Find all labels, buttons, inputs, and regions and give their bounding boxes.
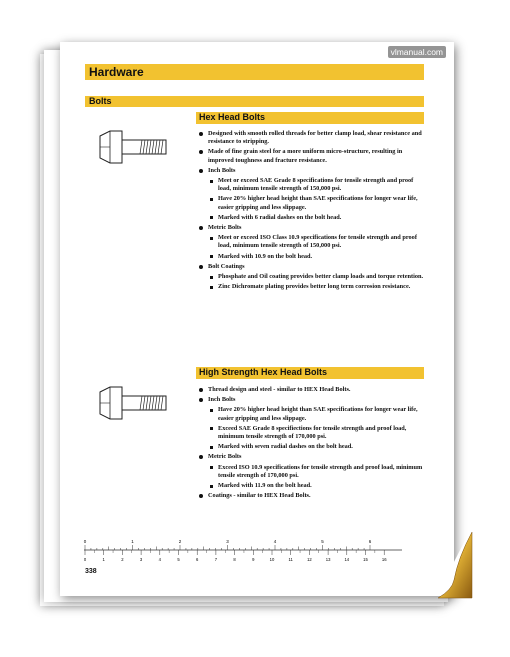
subsection-bar [85,96,424,107]
ruler-cm-label: 16 [381,557,387,562]
sub-list-item: Meet or exceed SAE Grade 8 specifications for tensile strength and proof load, minimum tensile strength of 150,000 psi. [198,177,426,193]
ruler-cm-label: 1 [102,557,105,562]
section-heading: Hex Head Bolts [199,112,266,122]
ruler-cm-label: 2 [121,557,124,562]
measurement-ruler [84,538,402,564]
section-heading: High Strength Hex Head Bolts [199,367,328,377]
sub-list-item: Have 20% higher head height than SAE specifications for longer wear life, easier gripping and less slippage. [198,195,426,211]
sub-list-item: Phosphate and Oil coating provides better clamp loads and torque retention. [198,273,426,281]
sub-list-item: Exceed ISO 10.9 specifications for tensile strength and proof load, minimum tensile strength of 170,000 psi. [198,464,426,480]
ruler-cm-label: 15 [363,557,368,562]
ruler-cm-label: 0 [83,557,87,562]
ruler-cm-label: 12 [307,557,312,562]
manual-page [60,42,454,596]
ruler-cm-label: 5 [177,557,180,562]
feature-list [198,130,426,293]
sub-list-item: Marked with 10.9 on the bolt head. [198,253,426,261]
section-heading-bar [196,112,424,124]
ruler-cm-label: 8 [233,557,236,562]
ruler-inch-label: 6 [368,539,372,544]
ruler-cm-label: 14 [344,557,350,562]
ruler-inch-label: 2 [178,539,182,544]
ruler-cm-label: 10 [269,557,275,562]
feature-list [198,386,426,502]
page-title-bar [85,64,424,80]
list-item: Made of fine grain steel for a more uniform micro-structure, resulting in improved toughness and fracture resistance. [198,148,426,164]
sub-list-item: Zinc Dichromate plating provides better long term corrosion resistance. [198,283,426,291]
ruler-cm-label: 4 [158,557,161,562]
page-title: Hardware [89,65,144,79]
list-item: Metric Bolts [198,224,426,232]
sub-list-item: Marked with seven radial dashes on the bolt head. [198,443,426,451]
sub-list-item: Marked with 6 radial dashes on the bolt head. [198,214,426,222]
ruler-cm-label: 6 [196,557,199,562]
list-item: Coatings - similar to HEX Head Bolts. [198,492,426,500]
subsection-title: Bolts [89,96,112,106]
watermark: vlmanual.com [388,46,446,58]
list-item: Inch Bolts [198,396,426,404]
high-strength-bolt-icon [98,386,168,420]
sub-list-item: Exceed SAE Grade 8 specifiections for tensile strength and proof load, minimum tensile strength of 170,000 psi. [198,425,426,441]
list-item: Designed with smooth rolled threads for better clamp load, shear resistance and resistance to stripping. [198,130,426,146]
ruler-cm-label: 13 [325,557,331,562]
ruler-inch-label: 1 [131,539,134,544]
section-heading-bar [196,367,424,379]
sub-list-item: Have 20% higher head height than SAE specifications for longer wear life, easier gripping and less slippage. [198,406,426,422]
sub-list-item: Marked with 11.9 on the bolt head. [198,482,426,490]
ruler-cm-label: 3 [139,557,143,562]
list-item: Inch Bolts [198,167,426,175]
page-curl-icon [432,528,472,598]
ruler-inch-label: 3 [226,539,229,544]
ruler-inch-label: 4 [273,539,277,544]
ruler-cm-label: 9 [252,557,255,562]
list-item: Bolt Coatings [198,263,426,271]
list-item: Metric Bolts [198,453,426,461]
list-item: Thread design and steel - similar to HEX Head Bolts. [198,386,426,394]
hex-bolt-icon [98,130,168,164]
ruler-inch-label: 5 [321,539,324,544]
page-number: 338 [85,568,97,575]
ruler-cm-label: 7 [214,557,218,562]
sub-list-item: Meet or exceed ISO Class 10.9 specifications for tensile strength and proof load, minimum tensile strength of 150,000 psi. [198,234,426,250]
ruler-inch-label: 0 [83,539,87,544]
ruler-cm-label: 11 [288,557,293,562]
